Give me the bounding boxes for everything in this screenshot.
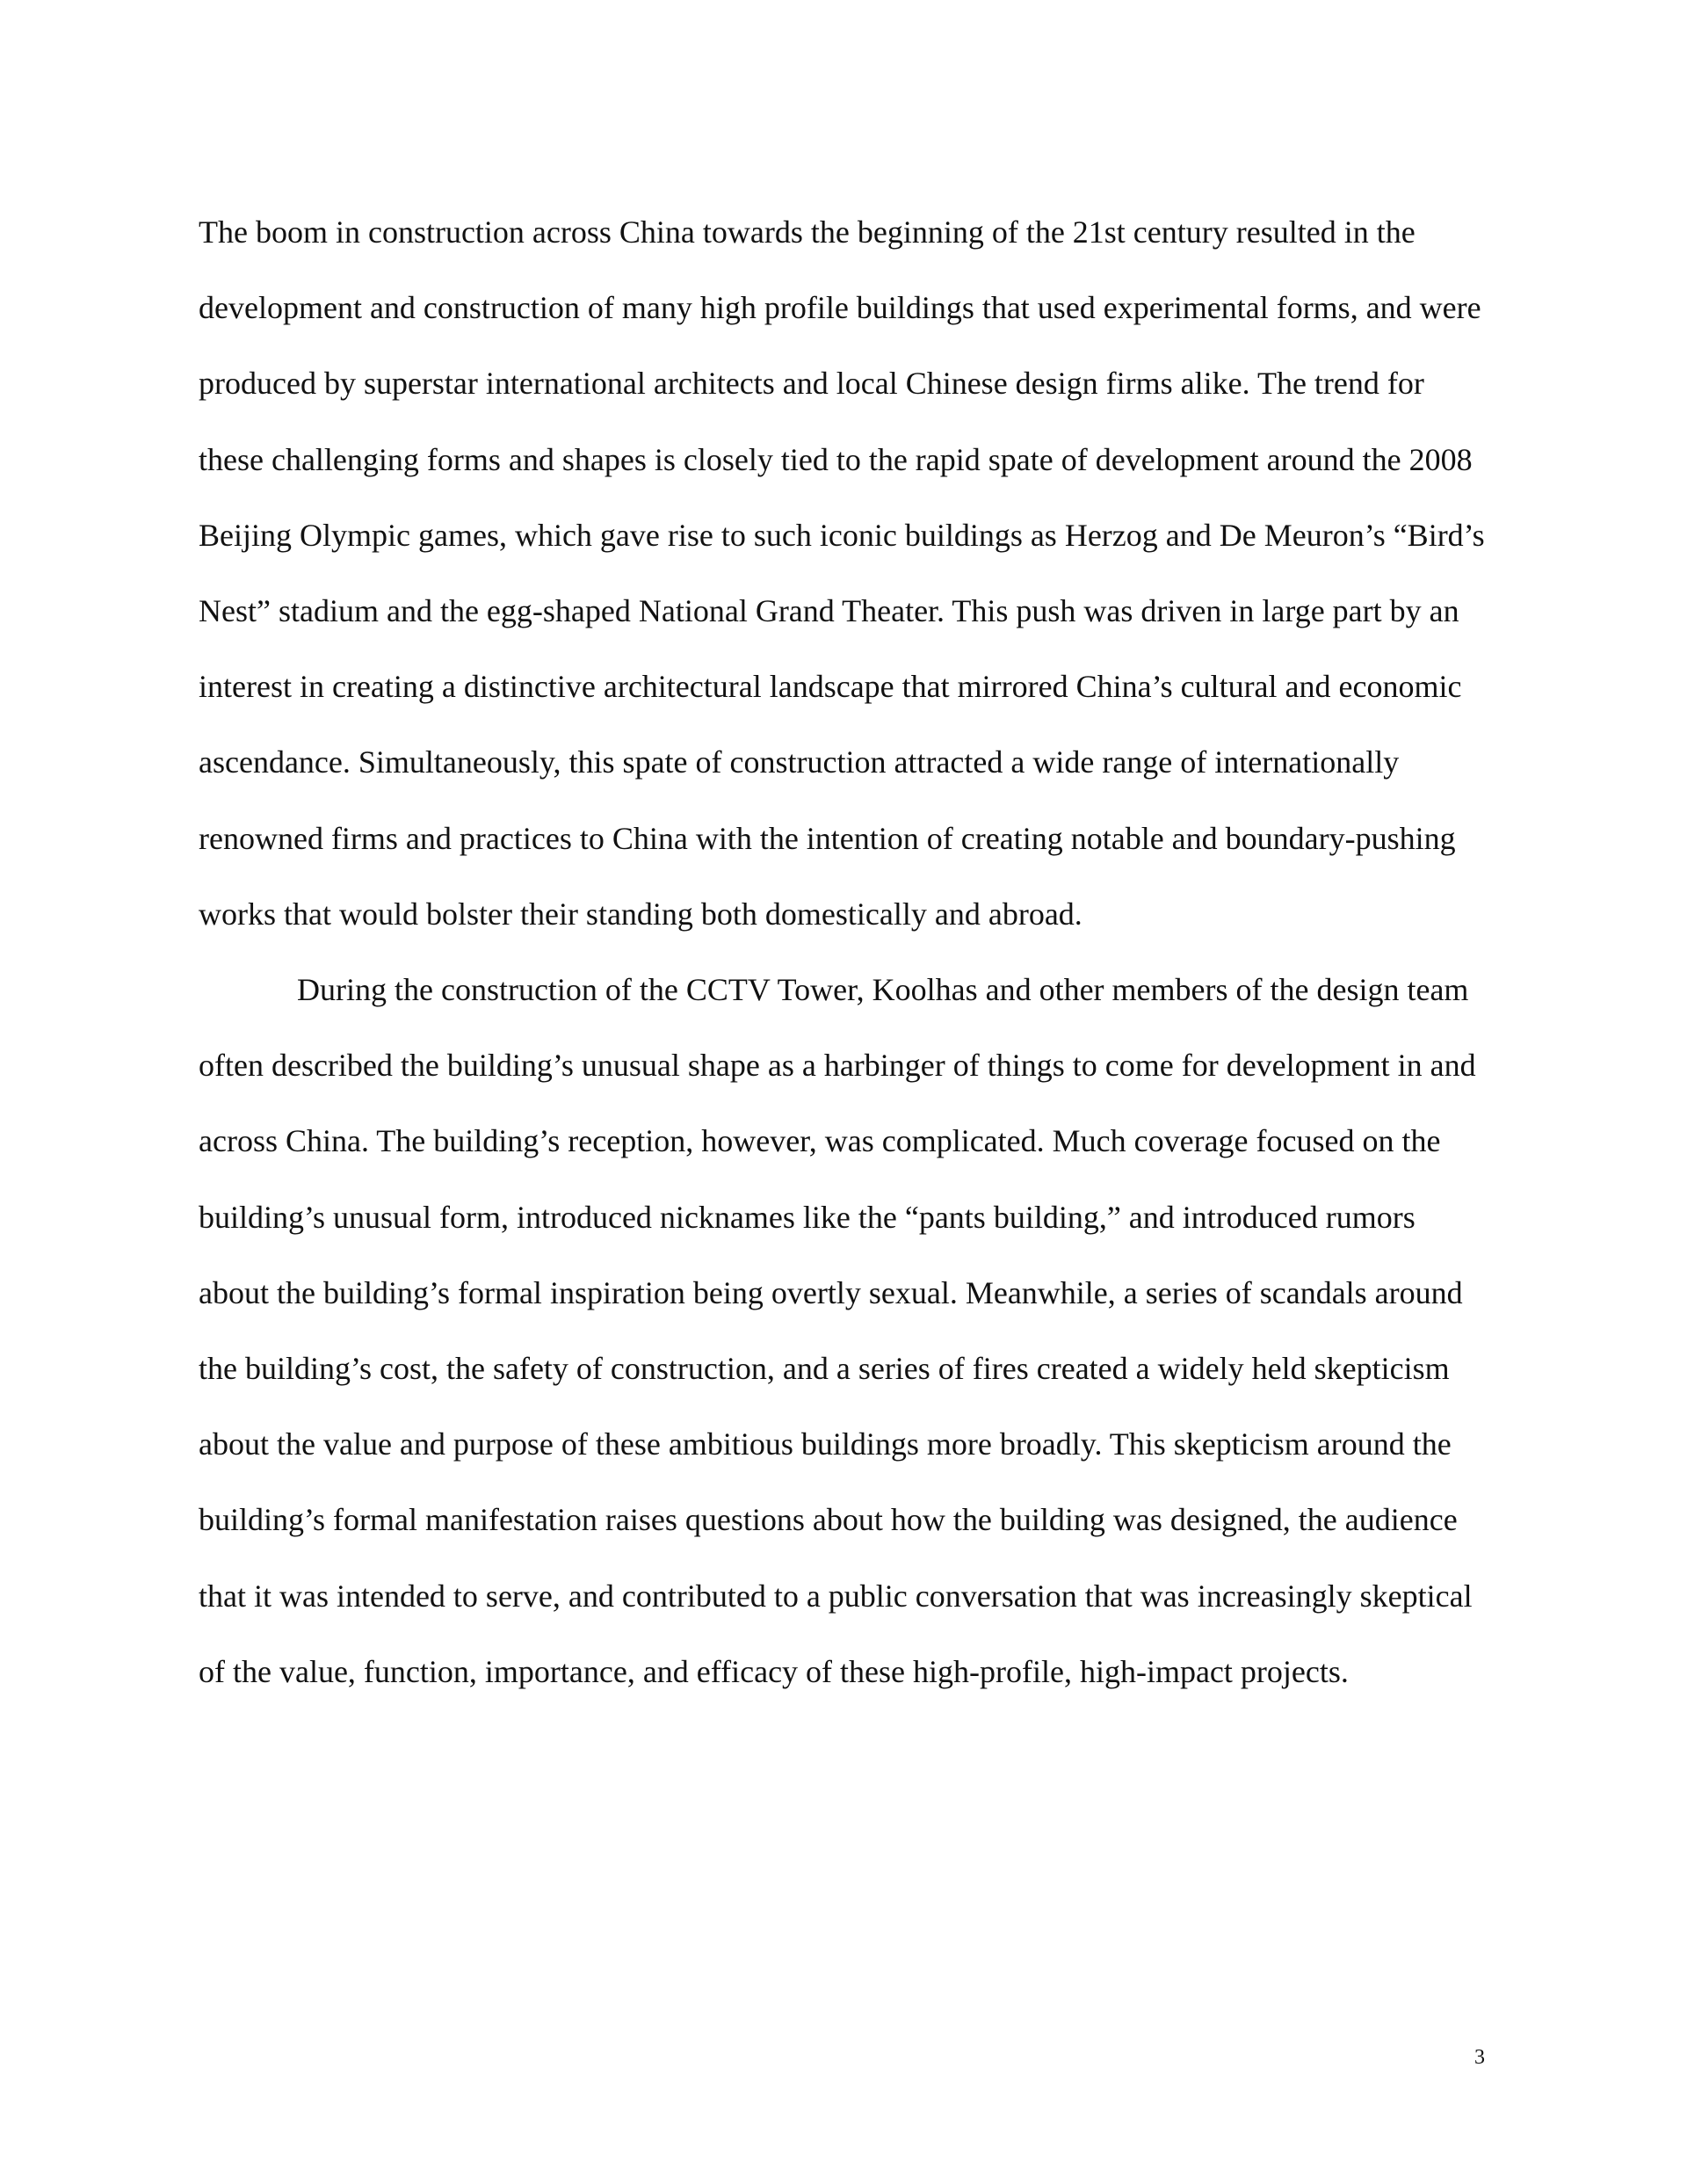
page-number: 3 <box>1474 2046 1485 2069</box>
paragraph-1: The boom in construction across China towards the beginning of the 21st century resulted in the development and construction of many high profile buildings that used experimental forms, and were produced by superstar international architects and local Chinese design firms alike. The trend for these challenging forms and shapes is closely tied to the rapid spate of development around the 2008 Beijing Olympic games, which gave rise to such iconic buildings as Herzog and De Meuron’s “Bird’s Nest” stadium and the egg-shaped National Grand Theater. This push was driven in large part by an interest in creating a distinctive architectural landscape that mirrored China’s cultural and economic ascendance. Simultaneously, this spate of construction attracted a wide range of internationally renowned firms and practices to China with the intention of creating notable and boundary-pushing works that would bolster their standing both domestically and abroad. <box>199 214 1485 932</box>
paragraph-2: During the construction of the CCTV Tower, Koolhas and other members of the design team often described the building’s unusual shape as a harbinger of things to come for development in and across China. The building’s reception, however, was complicated. Much coverage focused on the building’s unusual form, introduced nicknames like the “pants building,” and introduced rumors about the building’s formal inspiration being overtly sexual. Meanwhile, a series of scandals around the building’s cost, the safety of construction, and a series of fires created a widely held skepticism about the value and purpose of these ambitious buildings more broadly. This skepticism around the building’s formal manifestation raises questions about how the building was designed, the audience that it was intended to serve, and contributed to a public conversation that was increasingly skeptical of the value, function, importance, and efficacy of these high-profile, high-impact projects. <box>199 972 1476 1689</box>
body-text <box>199 194 1488 1709</box>
